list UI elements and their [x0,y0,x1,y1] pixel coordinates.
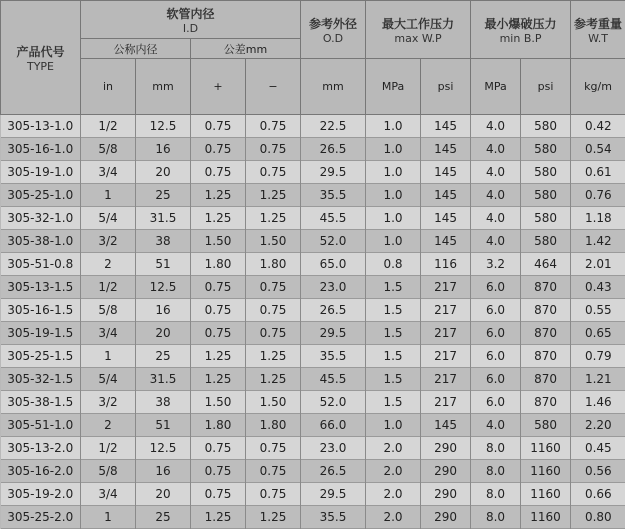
table-cell: 45.5 [301,207,366,230]
id-header-zh: 软管内径 [81,5,300,22]
table-cell: 290 [421,437,471,460]
table-cell: 8.0 [471,437,521,460]
type-cell: 305-19-1.5 [1,322,81,345]
unit-plus: + [191,59,246,115]
table-cell: 4.0 [471,115,521,138]
table-cell: 580 [521,207,571,230]
table-cell: 1 [81,184,136,207]
table-cell: 25 [136,506,191,529]
table-row [1,483,625,506]
table-cell: 51 [136,253,191,276]
table-cell: 0.56 [571,460,625,483]
unit-in: in [81,59,136,115]
type-cell: 305-51-1.0 [1,414,81,437]
table-cell: 2.20 [571,414,625,437]
table-cell: 0.43 [571,276,625,299]
od-header [301,1,366,59]
table-cell: 1.18 [571,207,625,230]
table-cell: 1160 [521,483,571,506]
table-cell: 1.80 [191,253,246,276]
table-cell: 145 [421,230,471,253]
table-cell: 0.76 [571,184,625,207]
table-row [1,345,625,368]
table-cell: 2.0 [366,506,421,529]
id-header [81,1,301,39]
table-cell: 1.25 [246,368,301,391]
table-cell: 35.5 [301,345,366,368]
type-cell: 305-16-1.5 [1,299,81,322]
type-cell: 305-13-1.5 [1,276,81,299]
table-cell: 290 [421,483,471,506]
table-row [1,161,625,184]
table-cell: 23.0 [301,276,366,299]
table-cell: 1.21 [571,368,625,391]
table-cell: 1.0 [366,414,421,437]
type-cell: 305-13-2.0 [1,437,81,460]
table-cell: 38 [136,230,191,253]
table-cell: 1.25 [246,184,301,207]
table-cell: 217 [421,368,471,391]
table-cell: 2 [81,253,136,276]
table-cell: 5/8 [81,138,136,161]
type-cell: 305-25-1.0 [1,184,81,207]
table-cell: 8.0 [471,506,521,529]
table-cell: 52.0 [301,391,366,414]
unit-wp-psi: psi [421,59,471,115]
table-cell: 1.25 [191,506,246,529]
table-cell: 0.75 [246,299,301,322]
table-cell: 1.5 [366,299,421,322]
table-cell: 16 [136,138,191,161]
table-cell: 1/2 [81,437,136,460]
table-row [1,322,625,345]
type-cell: 305-25-1.5 [1,345,81,368]
table-cell: 2 [81,414,136,437]
wt-header-zh: 参考重量 [571,15,625,32]
type-header [1,1,81,115]
table-cell: 4.0 [471,184,521,207]
table-cell: 16 [136,299,191,322]
table-cell: 6.0 [471,322,521,345]
table-cell: 0.75 [191,138,246,161]
table-cell: 0.75 [246,437,301,460]
od-header-zh: 参考外径 [301,15,365,32]
table-cell: 3/4 [81,483,136,506]
table-cell: 870 [521,345,571,368]
table-cell: 1.25 [246,207,301,230]
table-cell: 0.75 [191,322,246,345]
type-cell: 305-25-2.0 [1,506,81,529]
table-cell: 0.75 [191,483,246,506]
table-cell: 145 [421,184,471,207]
tolerance-header: 公差mm [191,39,301,59]
type-cell: 305-13-1.0 [1,115,81,138]
table-cell: 38 [136,391,191,414]
table-cell: 45.5 [301,368,366,391]
table-cell: 2.0 [366,437,421,460]
type-cell: 305-51-0.8 [1,253,81,276]
wp-header-en: max W.P [366,32,470,45]
table-cell: 25 [136,345,191,368]
table-cell: 3.2 [471,253,521,276]
table-cell: 0.80 [571,506,625,529]
table-cell: 290 [421,460,471,483]
table-cell: 2.0 [366,483,421,506]
table-row [1,276,625,299]
table-cell: 5/8 [81,460,136,483]
table-cell: 116 [421,253,471,276]
wt-header [571,1,625,59]
table-cell: 3/4 [81,161,136,184]
table-cell: 0.75 [246,138,301,161]
table-cell: 0.75 [246,161,301,184]
table-cell: 51 [136,414,191,437]
nominal-id-header: 公称内径 [81,39,191,59]
table-cell: 0.66 [571,483,625,506]
table-row [1,368,625,391]
unit-wt-kgm: kg/m [571,59,625,115]
table-cell: 1/2 [81,115,136,138]
table-row [1,391,625,414]
type-cell: 305-19-2.0 [1,483,81,506]
table-cell: 0.75 [246,483,301,506]
table-cell: 1.25 [191,207,246,230]
table-cell: 870 [521,391,571,414]
table-cell: 0.75 [191,115,246,138]
table-cell: 35.5 [301,184,366,207]
table-row [1,253,625,276]
unit-minus: − [246,59,301,115]
table-row [1,437,625,460]
table-cell: 1.50 [246,391,301,414]
table-cell: 580 [521,414,571,437]
table-cell: 1.0 [366,207,421,230]
type-cell: 305-38-1.5 [1,391,81,414]
od-header-en: O.D [301,32,365,45]
table-row [1,138,625,161]
table-cell: 5/4 [81,368,136,391]
table-cell: 0.42 [571,115,625,138]
table-cell: 1.0 [366,138,421,161]
wp-header-zh: 最大工作压力 [366,15,470,32]
table-cell: 12.5 [136,276,191,299]
table-cell: 1.80 [246,253,301,276]
table-cell: 217 [421,276,471,299]
table-cell: 145 [421,138,471,161]
table-cell: 870 [521,322,571,345]
table-cell: 1.25 [191,345,246,368]
table-row [1,184,625,207]
type-header-en: TYPE [1,60,80,73]
table-cell: 217 [421,299,471,322]
table-cell: 870 [521,299,571,322]
table-cell: 0.65 [571,322,625,345]
table-cell: 1.25 [246,345,301,368]
table-cell: 4.0 [471,138,521,161]
table-cell: 5/4 [81,207,136,230]
bp-header-en: min B.P [471,32,570,45]
table-cell: 20 [136,483,191,506]
table-cell: 145 [421,414,471,437]
table-cell: 1/2 [81,276,136,299]
table-cell: 1.5 [366,391,421,414]
table-cell: 0.54 [571,138,625,161]
table-cell: 3/4 [81,322,136,345]
unit-wp-mpa: MPa [366,59,421,115]
table-cell: 1.0 [366,161,421,184]
unit-mm: mm [136,59,191,115]
table-cell: 4.0 [471,207,521,230]
table-row [1,460,625,483]
table-cell: 23.0 [301,437,366,460]
table-cell: 66.0 [301,414,366,437]
table-cell: 0.61 [571,161,625,184]
table-cell: 3/2 [81,230,136,253]
table-cell: 5/8 [81,299,136,322]
table-cell: 1.80 [246,414,301,437]
table-cell: 31.5 [136,368,191,391]
table-cell: 1160 [521,437,571,460]
type-cell: 305-38-1.0 [1,230,81,253]
table-cell: 22.5 [301,115,366,138]
table-cell: 12.5 [136,437,191,460]
type-cell: 305-16-1.0 [1,138,81,161]
unit-od-mm: mm [301,59,366,115]
table-cell: 4.0 [471,230,521,253]
table-cell: 4.0 [471,161,521,184]
type-cell: 305-32-1.5 [1,368,81,391]
table-cell: 1.25 [191,184,246,207]
table-cell: 0.75 [246,115,301,138]
table-cell: 12.5 [136,115,191,138]
table-row [1,506,625,529]
table-cell: 8.0 [471,460,521,483]
table-cell: 0.75 [191,299,246,322]
table-cell: 0.75 [191,161,246,184]
table-cell: 145 [421,161,471,184]
type-header-zh: 产品代号 [1,43,80,60]
table-cell: 29.5 [301,161,366,184]
type-cell: 305-16-2.0 [1,460,81,483]
table-row [1,115,625,138]
table-cell: 1.5 [366,345,421,368]
table-cell: 580 [521,138,571,161]
bp-header [471,1,571,59]
table-cell: 0.45 [571,437,625,460]
table-cell: 35.5 [301,506,366,529]
table-cell: 0.55 [571,299,625,322]
table-cell: 1.5 [366,368,421,391]
table-cell: 1.5 [366,322,421,345]
table-cell: 580 [521,184,571,207]
table-row [1,207,625,230]
table-cell: 1 [81,345,136,368]
table-cell: 26.5 [301,460,366,483]
type-cell: 305-32-1.0 [1,207,81,230]
table-cell: 29.5 [301,322,366,345]
table-cell: 65.0 [301,253,366,276]
table-cell: 26.5 [301,138,366,161]
table-cell: 217 [421,345,471,368]
table-cell: 580 [521,161,571,184]
spec-rows [1,115,625,529]
table-cell: 1 [81,506,136,529]
table-cell: 0.75 [246,322,301,345]
table-cell: 464 [521,253,571,276]
table-cell: 2.0 [366,460,421,483]
table-cell: 1.50 [246,230,301,253]
table-cell: 0.75 [246,460,301,483]
table-cell: 3/2 [81,391,136,414]
table-cell: 2.01 [571,253,625,276]
table-row [1,230,625,253]
table-cell: 4.0 [471,414,521,437]
table-cell: 31.5 [136,207,191,230]
table-cell: 0.75 [191,437,246,460]
table-cell: 1.50 [191,230,246,253]
table-cell: 1160 [521,506,571,529]
table-row [1,414,625,437]
table-cell: 25 [136,184,191,207]
table-cell: 1160 [521,460,571,483]
bp-header-zh: 最小爆破压力 [471,15,570,32]
table-row [1,299,625,322]
table-cell: 870 [521,368,571,391]
table-cell: 29.5 [301,483,366,506]
id-header-en: I.D [81,22,300,35]
table-cell: 217 [421,391,471,414]
table-cell: 580 [521,230,571,253]
table-cell: 1.25 [191,368,246,391]
table-cell: 20 [136,322,191,345]
table-cell: 26.5 [301,299,366,322]
table-cell: 290 [421,506,471,529]
type-cell: 305-19-1.0 [1,161,81,184]
table-cell: 145 [421,115,471,138]
table-cell: 1.0 [366,184,421,207]
table-cell: 1.25 [246,506,301,529]
table-cell: 6.0 [471,299,521,322]
table-cell: 0.75 [246,276,301,299]
unit-bp-psi: psi [521,59,571,115]
table-cell: 52.0 [301,230,366,253]
table-cell: 0.75 [191,460,246,483]
table-cell: 6.0 [471,391,521,414]
table-cell: 870 [521,276,571,299]
table-cell: 0.75 [191,276,246,299]
table-cell: 1.0 [366,230,421,253]
table-cell: 1.46 [571,391,625,414]
table-cell: 0.79 [571,345,625,368]
table-cell: 145 [421,207,471,230]
table-cell: 16 [136,460,191,483]
table-cell: 1.42 [571,230,625,253]
table-cell: 1.80 [191,414,246,437]
table-cell: 1.50 [191,391,246,414]
table-cell: 1.5 [366,276,421,299]
table-cell: 6.0 [471,276,521,299]
unit-bp-mpa: MPa [471,59,521,115]
table-cell: 6.0 [471,368,521,391]
table-cell: 217 [421,322,471,345]
table-cell: 8.0 [471,483,521,506]
table-cell: 0.8 [366,253,421,276]
table-cell: 20 [136,161,191,184]
table-cell: 6.0 [471,345,521,368]
wp-header [366,1,471,59]
wt-header-en: W.T [571,32,625,45]
table-cell: 580 [521,115,571,138]
table-cell: 1.0 [366,115,421,138]
